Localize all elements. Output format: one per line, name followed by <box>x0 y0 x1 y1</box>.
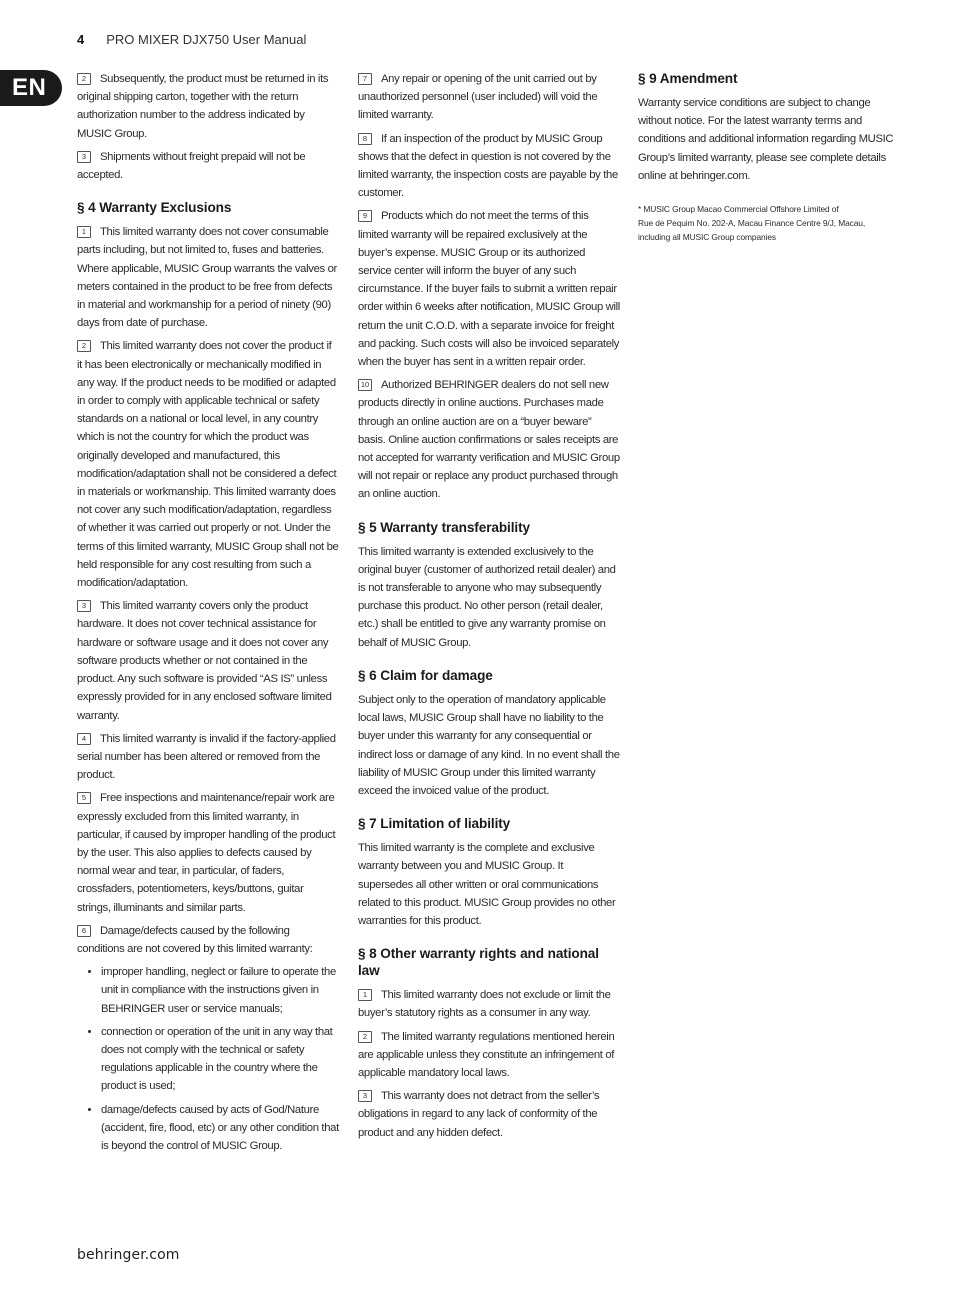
section-heading-amendment: § 9 Amendment <box>638 71 738 86</box>
item-number-badge: 2 <box>358 1031 372 1043</box>
paragraph <box>77 597 339 724</box>
paragraph <box>358 207 620 371</box>
page-number: 4 <box>77 32 85 47</box>
item-number-badge: 4 <box>77 733 91 745</box>
paragraph-text: Any repair or opening of the unit carried out by unauthorized personnel (user included) will void the limited warranty. <box>358 73 598 122</box>
item-number-badge: 6 <box>77 925 91 937</box>
footnote-line: including all MUSIC Group companies <box>638 231 777 242</box>
paragraph <box>77 730 339 785</box>
list-item: • damage/defects caused by acts of God/Nature (accident, fire, flood, etc) or any other condition that is beyond the control of MUSIC Group. <box>101 1101 339 1156</box>
item-number-badge: 1 <box>358 989 372 1001</box>
column-3 <box>638 70 900 249</box>
footnote-line: * MUSIC Group Macao Commercial Offshore Limited of <box>638 204 839 215</box>
column-1 <box>77 70 339 1160</box>
paragraph <box>77 337 339 592</box>
paragraph <box>77 148 339 184</box>
paragraph-text: If an inspection of the product by MUSIC Group shows that the defect in question is not covered by the limited warranty, the inspection costs are payable by the customer. <box>358 132 618 200</box>
paragraph-text: This limited warranty does not cover the product if it has been electronically or mechanically modified in any way. If the product needs to be modified or adapted in order to comply with applicable technical or safety standards on a national or local level, in any country which is not the country for which the product was originally developed and manufactured, this modification/adaptation shall not be considered a defect in materials or workmanship. This limited warranty does not cover any such modification/adaptation, regardless of whether it was carried out properly or not. Under the terms of this limited warranty, MUSIC Group shall not be held responsible for any cost resulting from such a modification/adaptation. <box>77 340 339 590</box>
item-number-badge: 7 <box>358 73 372 85</box>
paragraph-text: Products which do not meet the terms of this limited warranty will be repaired exclusively at the buyer’s expense. MUSIC Group or its authorized service center will inform the buyer of any such circumstance. If the buyer fails to submit a written repair order within 6 weeks after notification, MUSIC Group will return the unit C.O.D. with a separate invoice for freight and packing. Such costs will also be invoiced separately when the buyer has sent in a written repair order. <box>358 210 620 369</box>
item-number-badge: 3 <box>358 1090 372 1102</box>
list-item: • improper handling, neglect or failure to operate the unit in compliance with the instructions given in BEHRINGER user or service manuals; <box>101 963 339 1018</box>
paragraph <box>77 223 339 332</box>
language-tab: EN <box>0 70 62 106</box>
item-number-badge: 2 <box>77 73 91 85</box>
paragraph-text: Authorized BEHRINGER dealers do not sell new products directly in online auctions. Purchases made through an online auction are on a “buyer beware” basis. Online auction confirmations or sales receipts are not accepted for warranty verification and MUSIC Group will not repair or replace any product purchased through an online auction. <box>358 379 620 501</box>
paragraph: This limited warranty is extended exclusively to the original buyer (customer of authorized retail dealer) and is not transferable to anyone who may subsequently purchase this product. No other person (retail dealer, etc.) shall be entitled to give any warranty promise on behalf of MUSIC Group. <box>358 545 616 649</box>
paragraph <box>77 789 339 916</box>
item-number-badge: 10 <box>358 379 372 391</box>
paragraph <box>358 130 620 203</box>
paragraph-text: Subsequently, the product must be returned in its original shipping carton, together with the return authorization number to the address indicated by MUSIC Group. <box>77 73 329 140</box>
paragraph-text: This limited warranty is invalid if the factory-applied serial number has been altered or removed from the product. <box>77 732 336 782</box>
paragraph-text: Free inspections and maintenance/repair work are expressly excluded from this limited warranty, in particular, if caused by improper handling of the product by the user. This also applies to defects caused by normal wear and tear, in particular, of faders, crossfaders, potentiometers, keys/buttons, guitar strings, illuminants and similar parts. <box>77 792 336 914</box>
paragraph-text: This limited warranty does not exclude or limit the buyer’s statutory rights as a consumer in any way. <box>358 989 611 1020</box>
paragraph <box>358 70 620 125</box>
paragraph-text: The limited warranty regulations mentioned herein are applicable unless they constitute an infringement of applicable mandatory local laws. <box>358 1030 615 1079</box>
item-number-badge: 1 <box>77 226 91 238</box>
company-footnote <box>638 203 900 244</box>
behringer-logo: behringer.com <box>77 1247 180 1263</box>
paragraph: Subject only to the operation of mandatory applicable local laws, MUSIC Group shall have no liability to the buyer under this warranty for any consequential or indirect loss or damage of any kind. In no event shall the liability of MUSIC Group under this limited warranty exceed the invoiced value of the product. <box>358 693 620 797</box>
column-2 <box>358 70 620 1147</box>
paragraph-text: This limited warranty does not cover consumable parts including, but not limited to, fuses and batteries. Where applicable, MUSIC Group warrants the valves or meters contained in the product to be free from defects in material and workmanship for a period of ninety (90) days from date of purchase. <box>77 226 337 330</box>
section-heading-limitation-of-liability: § 7 Limitation of liability <box>358 816 511 832</box>
paragraph-text: Damage/defects caused by the following conditions are not covered by this limited warranty: <box>77 924 313 955</box>
section-heading-warranty-transferability: § 5 Warranty transferability <box>358 519 530 535</box>
section-heading-warranty-exclusions: § 4 Warranty Exclusions <box>77 200 232 216</box>
exclusion-bullet-list <box>77 963 339 1155</box>
paragraph <box>358 986 620 1022</box>
paragraph-text: This warranty does not detract from the seller’s obligations in regard to any lack of conformity of the product and any hidden defect. <box>358 1090 600 1139</box>
item-number-badge: 3 <box>77 600 91 612</box>
item-number-badge: 9 <box>358 210 372 222</box>
paragraph <box>358 1028 620 1083</box>
paragraph <box>358 1087 620 1142</box>
item-number-badge: 5 <box>77 792 91 804</box>
item-number-badge: 3 <box>77 151 91 163</box>
paragraph: Warranty service conditions are subject to change without notice. For the latest warranty terms and conditions and additional information regarding MUSIC Group’s limited warranty, please see complete details online at behringer.com. <box>638 97 894 182</box>
paragraph-text: This limited warranty covers only the product hardware. It does not cover technical assistance for hardware or software usage and it does not cover any software products whether or not contained in the product. Any such software is provided “AS IS” unless expressly provided for in any enclosed software limited warranty. <box>77 600 332 722</box>
page-header <box>77 32 306 47</box>
paragraph <box>77 922 339 958</box>
manual-title: PRO MIXER DJX750 User Manual <box>106 32 307 47</box>
item-number-badge: 8 <box>358 133 372 145</box>
paragraph <box>358 376 620 503</box>
item-number-badge: 2 <box>77 340 91 352</box>
section-heading-other-warranty-rights: § 8 Other warranty rights and national law <box>358 946 599 979</box>
section-heading-claim-for-damage: § 6 Claim for damage <box>358 667 493 683</box>
paragraph <box>77 70 339 143</box>
list-item: • connection or operation of the unit in any way that does not comply with the technical or safety regulations applicable in the country where the product is used; <box>101 1023 339 1096</box>
paragraph-text: Shipments without freight prepaid will not be accepted. <box>77 150 306 182</box>
paragraph: This limited warranty is the complete and exclusive warranty between you and MUSIC Group. It supersedes all other written or oral communications related to this product. MUSIC Group provides no other warranties for this product. <box>358 842 616 927</box>
footnote-line: Rue de Pequim No. 202-A, Macau Finance Centre 9/J, Macau, <box>638 217 866 228</box>
